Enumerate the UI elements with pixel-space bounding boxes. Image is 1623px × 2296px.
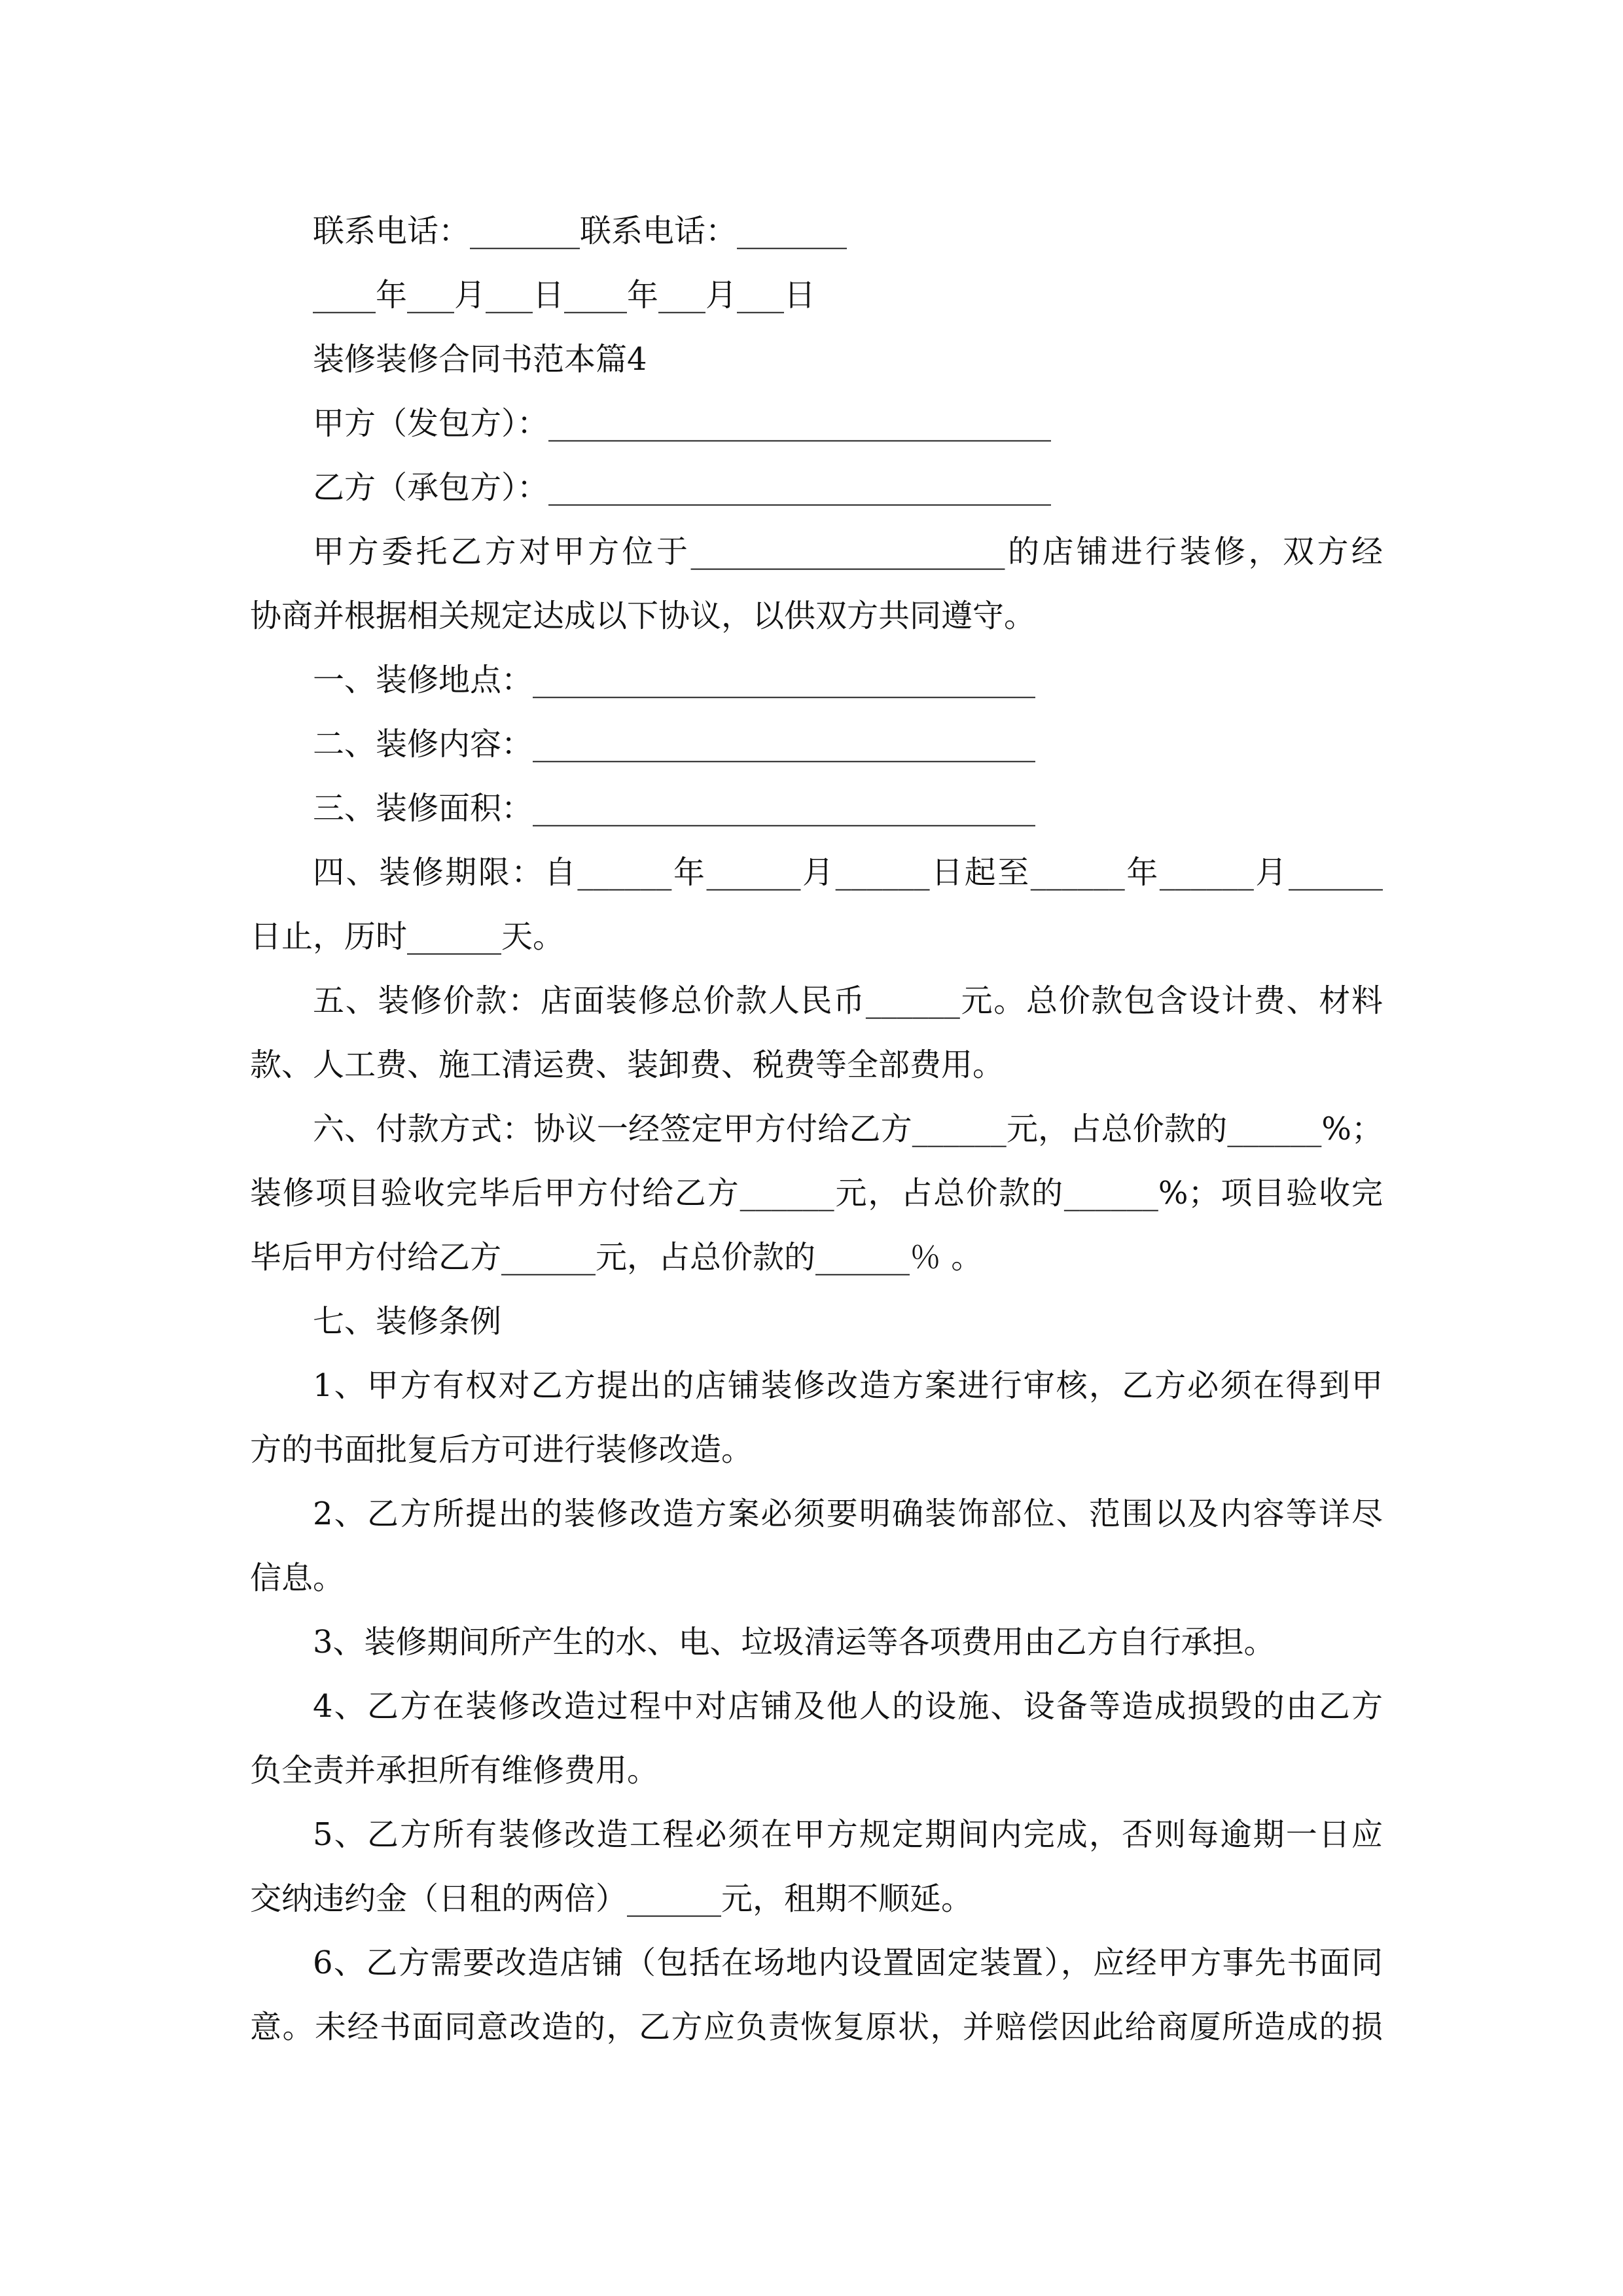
party-b-line: 乙方（承包方）：________________________________ <box>313 469 1052 506</box>
clause-period: 四、装修期限：自______年______月______日起至______年______月______ <box>313 854 1383 891</box>
paragraph-line: 装修项目验收完毕后甲方付给乙方______元，占总价款的______%；项目验收完 <box>250 1175 1383 1211</box>
paragraph-line: 毕后甲方付给乙方______元，占总价款的______％ 。 <box>250 1239 983 1276</box>
clause-location: 一、装修地点：________________________________ <box>313 662 1036 698</box>
rule-5: 5、乙方所有装修改造工程必须在甲方规定期间内完成，否则每逾期一日应 <box>313 1816 1383 1853</box>
rule-1: 1、甲方有权对乙方提出的店铺装修改造方案进行审核，乙方必须在得到甲 <box>313 1367 1383 1404</box>
clause-content: 二、装修内容：________________________________ <box>313 726 1036 762</box>
clause-area: 三、装修面积：________________________________ <box>313 790 1036 827</box>
rule-2: 2、乙方所提出的装修改造方案必须要明确装饰部位、范围以及内容等详尽 <box>313 1496 1383 1532</box>
paragraph-line: 日止，历时______天。 <box>250 918 565 955</box>
paragraph-line: 款、人工费、施工清运费、装卸费、税费等全部费用。 <box>250 1047 1005 1083</box>
paragraph-line: 协商并根据相关规定达成以下协议，以供双方共同遵守。 <box>250 598 1036 634</box>
contact-phone-line: 联系电话：_______联系电话：_______ <box>313 213 847 249</box>
paragraph-line: 意。未经书面同意改造的，乙方应负责恢复原状，并赔偿因此给商厦所造成的损 <box>250 2009 1383 2045</box>
date-line: ____年___月___日____年___月___日 <box>313 277 816 314</box>
rule-4: 4、乙方在装修改造过程中对店铺及他人的设施、设备等造成损毁的由乙方 <box>313 1688 1383 1725</box>
paragraph-line: 负全责并承担所有维修费用。 <box>250 1752 659 1789</box>
clause-price: 五、装修价款：店面装修总价款人民币______元。总价款包含设计费、材料 <box>313 982 1383 1019</box>
paragraph-line: 交纳违约金（日租的两倍）______元，租期不顺延。 <box>250 1880 973 1917</box>
party-a-line: 甲方（发包方）：________________________________ <box>313 405 1052 442</box>
paragraph-line: 信息。 <box>250 1560 345 1596</box>
section-title: 装修装修合同书范本篇4 <box>313 341 647 378</box>
clause-rules-heading: 七、装修条例 <box>313 1303 502 1340</box>
document-page <box>250 199 1383 2059</box>
clause-payment: 六、付款方式：协议一经签定甲方付给乙方______元，占总价款的______%； <box>313 1111 1383 1147</box>
paragraph-line: 方的书面批复后方可进行装修改造。 <box>250 1431 753 1468</box>
paragraph-line: 甲方委托乙方对甲方位于____________________的店铺进行装修，双方经 <box>313 533 1383 570</box>
rule-6: 6、乙方需要改造店铺（包括在场地内设置固定装置），应经甲方事先书面同 <box>313 1945 1383 1981</box>
rule-3: 3、装修期间所产生的水、电、垃圾清运等各项费用由乙方自行承担。 <box>313 1624 1275 1660</box>
